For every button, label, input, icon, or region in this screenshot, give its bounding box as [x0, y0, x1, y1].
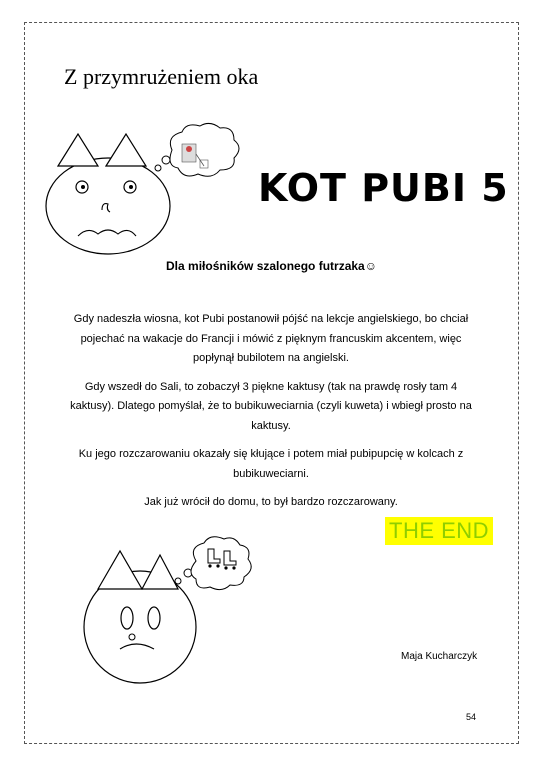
page-number: 54	[466, 712, 477, 722]
bottom-cat-drawing	[74, 535, 274, 685]
paragraph: Gdy nadeszła wiosna, kot Pubi postanowił pójść na lekcje angielskiego, bo chciał pojechać na wakacje do Francji i mówić z pięknym francuskim akcentem, więc popłynął bubilotem na angielski.	[73, 313, 469, 364]
cat-ear-right	[106, 134, 146, 166]
main-title: KOT PUBI 5	[258, 166, 509, 210]
section-title: Z przymrużeniem oka	[64, 64, 259, 89]
paragraph: Jak już wrócił do domu, to był bardzo rozczarowany.	[144, 496, 398, 508]
cat-ear-left	[58, 134, 98, 166]
subtitle: Dla miłośników szalonego futrzaka☺	[166, 259, 377, 273]
paragraph: Ku jego rozczarowaniu okazały się kłujące i potem miał pubipupcię w kolcach z bubikuweciarni.	[78, 448, 464, 480]
author-name: Maja Kucharczyk	[401, 651, 478, 662]
the-end-label: THE END	[385, 517, 493, 545]
cat-ear-left	[98, 551, 142, 589]
top-cat-drawing	[40, 120, 270, 260]
paragraph: Gdy wszedł do Sali, to zobaczył 3 piękne kaktusy (tak na prawdę rosły tam 4 kaktusy). Dlatego pomyślał, że to bubikuweciarnia (czyli kuweta) i wbiegł prosto na kaktusy.	[70, 380, 472, 432]
article-body	[70, 310, 472, 522]
